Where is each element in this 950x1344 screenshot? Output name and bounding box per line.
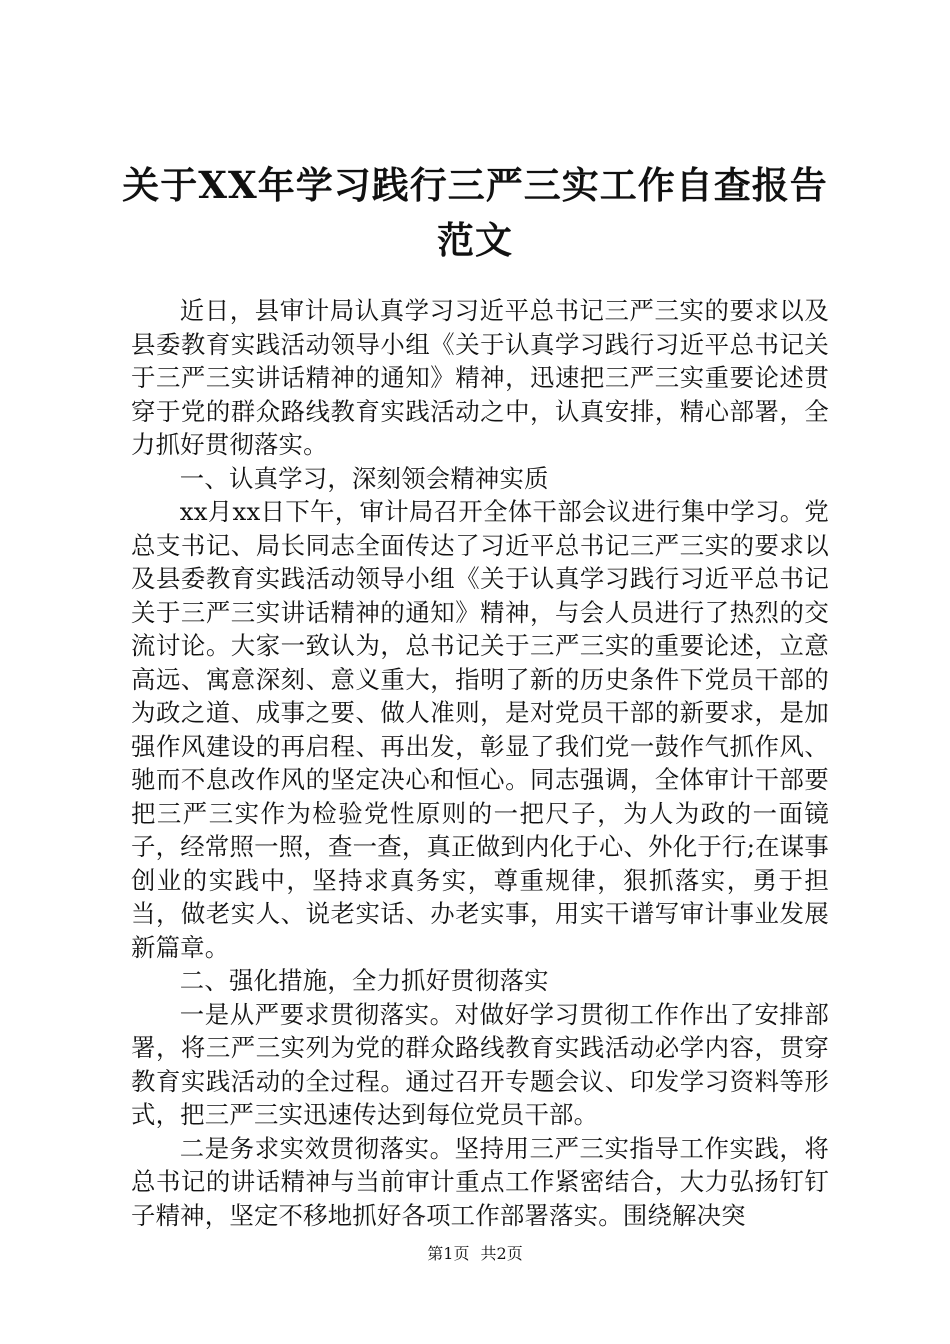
document-body	[131, 294, 829, 1232]
paragraph-measure-1: 一是从严要求贯彻落实。对做好学习贯彻工作作出了安排部署，将三严三实列为党的群众路线教育实践活动必学内容，贯穿教育实践活动的全过程。通过召开专题会议、印发学习资料等形式，把三严三实迅速传达到每位党员干部。	[131, 999, 829, 1129]
document-title: 关于XX年学习践行三严三实工作自查报告范文	[122, 163, 828, 262]
paragraph-intro: 近日，县审计局认真学习习近平总书记三严三实的要求以及县委教育实践活动领导小组《关于认真学习践行习近平总书记关于三严三实讲话精神的通知》精神，迅速把三严三实重要论述贯穿于党的群众路线教育实践活动之中，认真安排，精心部署，全力抓好贯彻落实。	[131, 296, 829, 459]
section-heading-2: 二、强化措施，全力抓好贯彻落实	[179, 966, 549, 995]
page-footer	[0, 1244, 950, 1264]
paragraph-measure-2: 二是务求实效贯彻落实。坚持用三严三实指导工作实践，将总书记的讲话精神与当前审计重点工作紧密结合，大力弘扬钉钉子精神，坚定不移地抓好各项工作部署落实。围绕解决突	[131, 1133, 829, 1230]
paragraph-section-1: xx月xx日下午，审计局召开全体干部会议进行集中学习。党总支书记、局长同志全面传达了习近平总书记三严三实的要求以及县委教育实践活动领导小组《关于认真学习践行习近平总书记关于三严三实讲话精神的通知》精神，与会人员进行了热烈的交流讨论。大家一致认为，总书记关于三严三实的重要论述，立意高远、寓意深刻、意义重大，指明了新的历史条件下党员干部的为政之道、成事之要、做人准则，是对党员干部的新要求，是加强作风建设的再启程、再出发，彰显了我们党一鼓作气抓作风、驰而不息改作风的坚定决心和恒心。同志强调，全体审计干部要把三严三实作为检验党性原则的一把尺子，为人为政的一面镜子，经常照一照，查一查，真正做到内化于心、外化于行;在谋事创业的实践中，坚持求真务实，尊重规律，狠抓落实，勇于担当，做老实人、说老实话、办老实事，用实干谱写审计事业发展新篇章。	[131, 497, 829, 962]
page-total: 共2页	[480, 1244, 523, 1263]
section-heading-1: 一、认真学习，深刻领会精神实质	[179, 463, 549, 493]
page-number: 第1页	[427, 1244, 470, 1263]
